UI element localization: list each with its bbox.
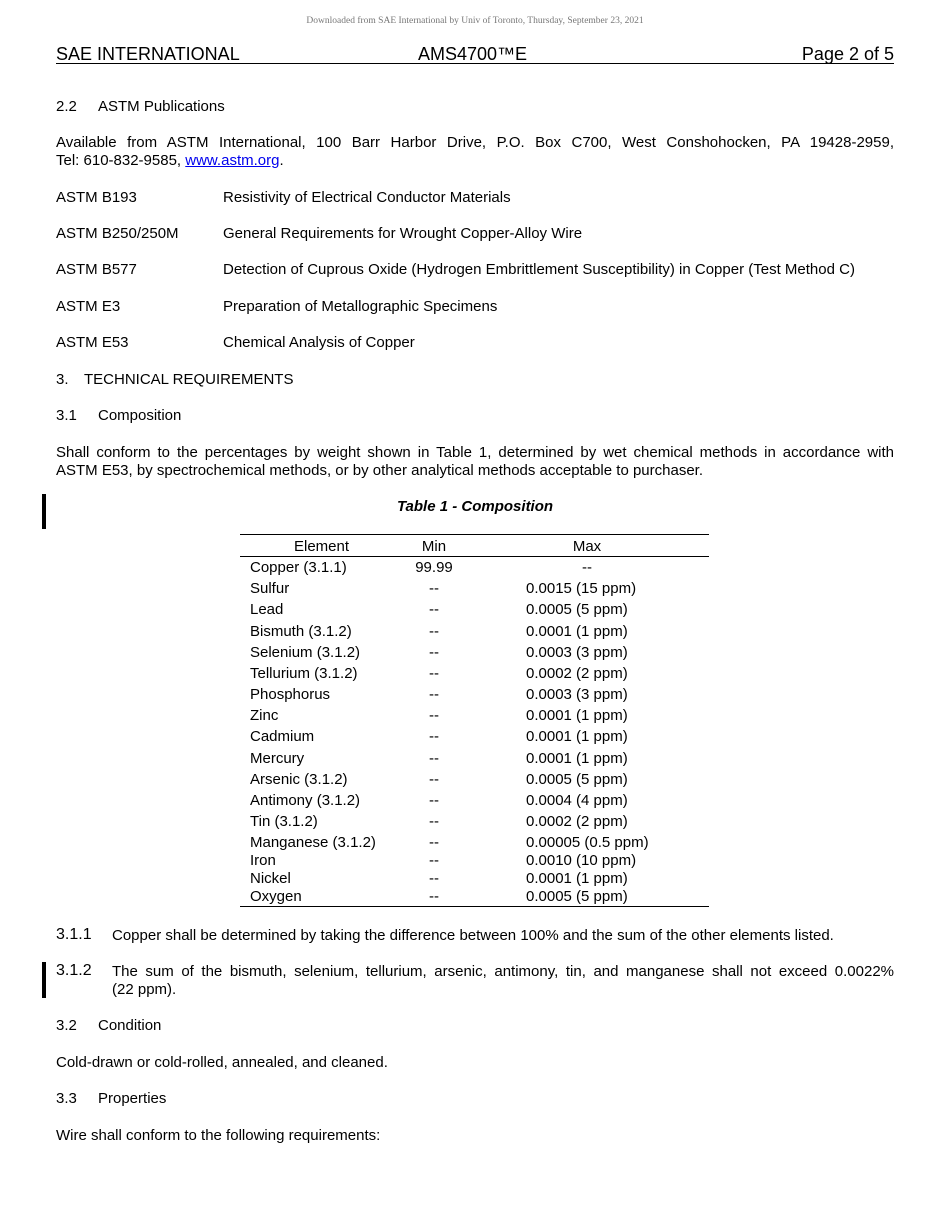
reference-title: General Requirements for Wrought Copper-Alloy Wire <box>223 225 583 242</box>
table-cell-max: 0.0001 (1 ppm) <box>526 728 628 745</box>
table-cell-max: 0.0003 (3 ppm) <box>526 686 628 703</box>
table-cell-max: 0.0004 (4 ppm) <box>526 792 628 809</box>
table-cell-element: Nickel <box>250 870 291 887</box>
section-2-2-title: ASTM Publications <box>98 98 225 115</box>
availability-line-1: Available from ASTM International, 100 Barr Harbor Drive, P.O. Box C700, West Conshohocken, PA 19428-2959, <box>56 134 894 151</box>
header-rule <box>56 63 894 64</box>
table-cell-max: 0.0001 (1 ppm) <box>526 623 628 640</box>
section-3-1-1-text: Copper shall be determined by taking the difference between 100% and the sum of the other elements listed. <box>112 927 834 944</box>
section-3-1-2-line-2: (22 ppm). <box>112 981 177 998</box>
table-cell-min: -- <box>429 750 439 767</box>
availability-tel: Tel: 610-832-9585, <box>56 152 186 169</box>
table-caption: Table 1 - Composition <box>396 498 554 515</box>
section-3-number: 3. <box>56 371 69 388</box>
reference-code: ASTM E3 <box>56 298 121 315</box>
section-3-title: TECHNICAL REQUIREMENTS <box>84 371 294 388</box>
table-header-min: Min <box>421 538 447 555</box>
properties-text: Wire shall conform to the following requirements: <box>56 1127 381 1144</box>
section-3-1-number: 3.1 <box>56 407 77 424</box>
section-2-2-number: 2.2 <box>56 98 77 115</box>
table-cell-min: -- <box>429 623 439 640</box>
table-cell-min: -- <box>429 686 439 703</box>
header-doc-id: AMS4700™E <box>418 44 528 64</box>
table-cell-min: -- <box>429 852 439 869</box>
table-cell-min: -- <box>429 707 439 724</box>
table-cell-min: -- <box>429 834 439 851</box>
table-cell-max: 0.0002 (2 ppm) <box>526 665 628 682</box>
table-cell-min: -- <box>429 665 439 682</box>
astm-website-link[interactable]: www.astm.org <box>185 152 280 169</box>
section-3-3-title: Properties <box>98 1090 167 1107</box>
table-cell-element: Mercury <box>250 750 305 767</box>
table-cell-max: 0.0003 (3 ppm) <box>526 644 628 661</box>
table-cell-max: 0.0001 (1 ppm) <box>526 870 628 887</box>
availability-period: . <box>279 152 284 169</box>
table-cell-element: Antimony (3.1.2) <box>250 792 361 809</box>
table-top-rule <box>240 534 709 535</box>
table-bottom-rule <box>240 906 709 907</box>
header-page-number: Page 2 of 5 <box>801 44 894 64</box>
table-cell-min: -- <box>429 813 439 830</box>
table-cell-max: 0.0002 (2 ppm) <box>526 813 628 830</box>
table-cell-max: 0.0005 (5 ppm) <box>526 601 628 618</box>
reference-title: Preparation of Metallographic Specimens <box>223 298 498 315</box>
availability-line-2 <box>56 152 894 170</box>
table-cell-element: Tellurium (3.1.2) <box>250 665 358 682</box>
table-cell-max: 0.0001 (1 ppm) <box>526 750 628 767</box>
table-header-element: Element <box>294 538 350 555</box>
section-3-1-2-line-1: The sum of the bismuth, selenium, tellurium, arsenic, antimony, tin, and manganese shall not exceed 0.0022% <box>112 963 894 980</box>
download-note: Downloaded from SAE International by Univ of Toronto, Thursday, September 23, 2021 <box>306 16 644 26</box>
section-3-2-number: 3.2 <box>56 1017 77 1034</box>
table-cell-min: 99.99 <box>415 559 453 576</box>
table-cell-max: 0.0015 (15 ppm) <box>526 580 637 597</box>
section-3-2-title: Condition <box>98 1017 162 1034</box>
reference-code: ASTM E53 <box>56 334 129 351</box>
table-header-rule <box>240 556 709 557</box>
section-3-1-2-text <box>112 963 894 999</box>
table-cell-element: Lead <box>250 601 284 618</box>
condition-text: Cold-drawn or cold-rolled, annealed, and cleaned. <box>56 1054 388 1071</box>
table-cell-element: Iron <box>250 852 276 869</box>
table-cell-max: 0.0005 (5 ppm) <box>526 888 628 905</box>
table-cell-element: Bismuth (3.1.2) <box>250 623 352 640</box>
table-cell-max: 0.00005 (0.5 ppm) <box>526 834 649 851</box>
table-cell-element: Copper (3.1.1) <box>250 559 347 576</box>
reference-code: ASTM B577 <box>56 261 137 278</box>
table-cell-element: Oxygen <box>250 888 302 905</box>
section-3-3-number: 3.3 <box>56 1090 77 1107</box>
table-cell-min: -- <box>429 792 439 809</box>
table-header-max: Max <box>572 538 602 555</box>
table-cell-element: Zinc <box>250 707 279 724</box>
table-cell-min: -- <box>429 644 439 661</box>
astm-availability-paragraph <box>56 134 894 170</box>
table-cell-element: Phosphorus <box>250 686 331 703</box>
reference-title: Chemical Analysis of Copper <box>223 334 415 351</box>
section-3-1-2-number: 3.1.2 <box>56 962 92 979</box>
reference-title: Resistivity of Electrical Conductor Materials <box>223 189 511 206</box>
table-cell-element: Selenium (3.1.2) <box>250 644 361 661</box>
table-cell-min: -- <box>429 580 439 597</box>
table-cell-element: Cadmium <box>250 728 315 745</box>
composition-line-1: Shall conform to the percentages by weight shown in Table 1, determined by wet chemical methods in accordance with <box>56 444 894 461</box>
table-cell-element: Arsenic (3.1.2) <box>250 771 348 788</box>
table-cell-min: -- <box>429 870 439 887</box>
composition-paragraph <box>56 444 894 480</box>
table-cell-min: -- <box>429 771 439 788</box>
table-cell-max: 0.0010 (10 ppm) <box>526 852 637 869</box>
table-cell-min: -- <box>429 888 439 905</box>
reference-title: Detection of Cuprous Oxide (Hydrogen Embrittlement Susceptibility) in Copper (Test Method C) <box>223 261 855 278</box>
revision-change-bar <box>42 962 46 998</box>
table-cell-element: Manganese (3.1.2) <box>250 834 376 851</box>
table-cell-element: Tin (3.1.2) <box>250 813 318 830</box>
table-cell-max: 0.0001 (1 ppm) <box>526 707 628 724</box>
table-cell-max: -- <box>582 559 592 576</box>
reference-code: ASTM B250/250M <box>56 225 179 242</box>
table-cell-min: -- <box>429 601 439 618</box>
table-cell-element: Sulfur <box>250 580 290 597</box>
composition-line-2: ASTM E53, by spectrochemical methods, or by other analytical methods acceptable to purchaser. <box>56 462 703 479</box>
section-3-1-title: Composition <box>98 407 182 424</box>
table-cell-max: 0.0005 (5 ppm) <box>526 771 628 788</box>
header-org: SAE INTERNATIONAL <box>56 44 240 64</box>
section-3-1-1-number: 3.1.1 <box>56 926 92 943</box>
reference-code: ASTM B193 <box>56 189 137 206</box>
table-cell-min: -- <box>429 728 439 745</box>
